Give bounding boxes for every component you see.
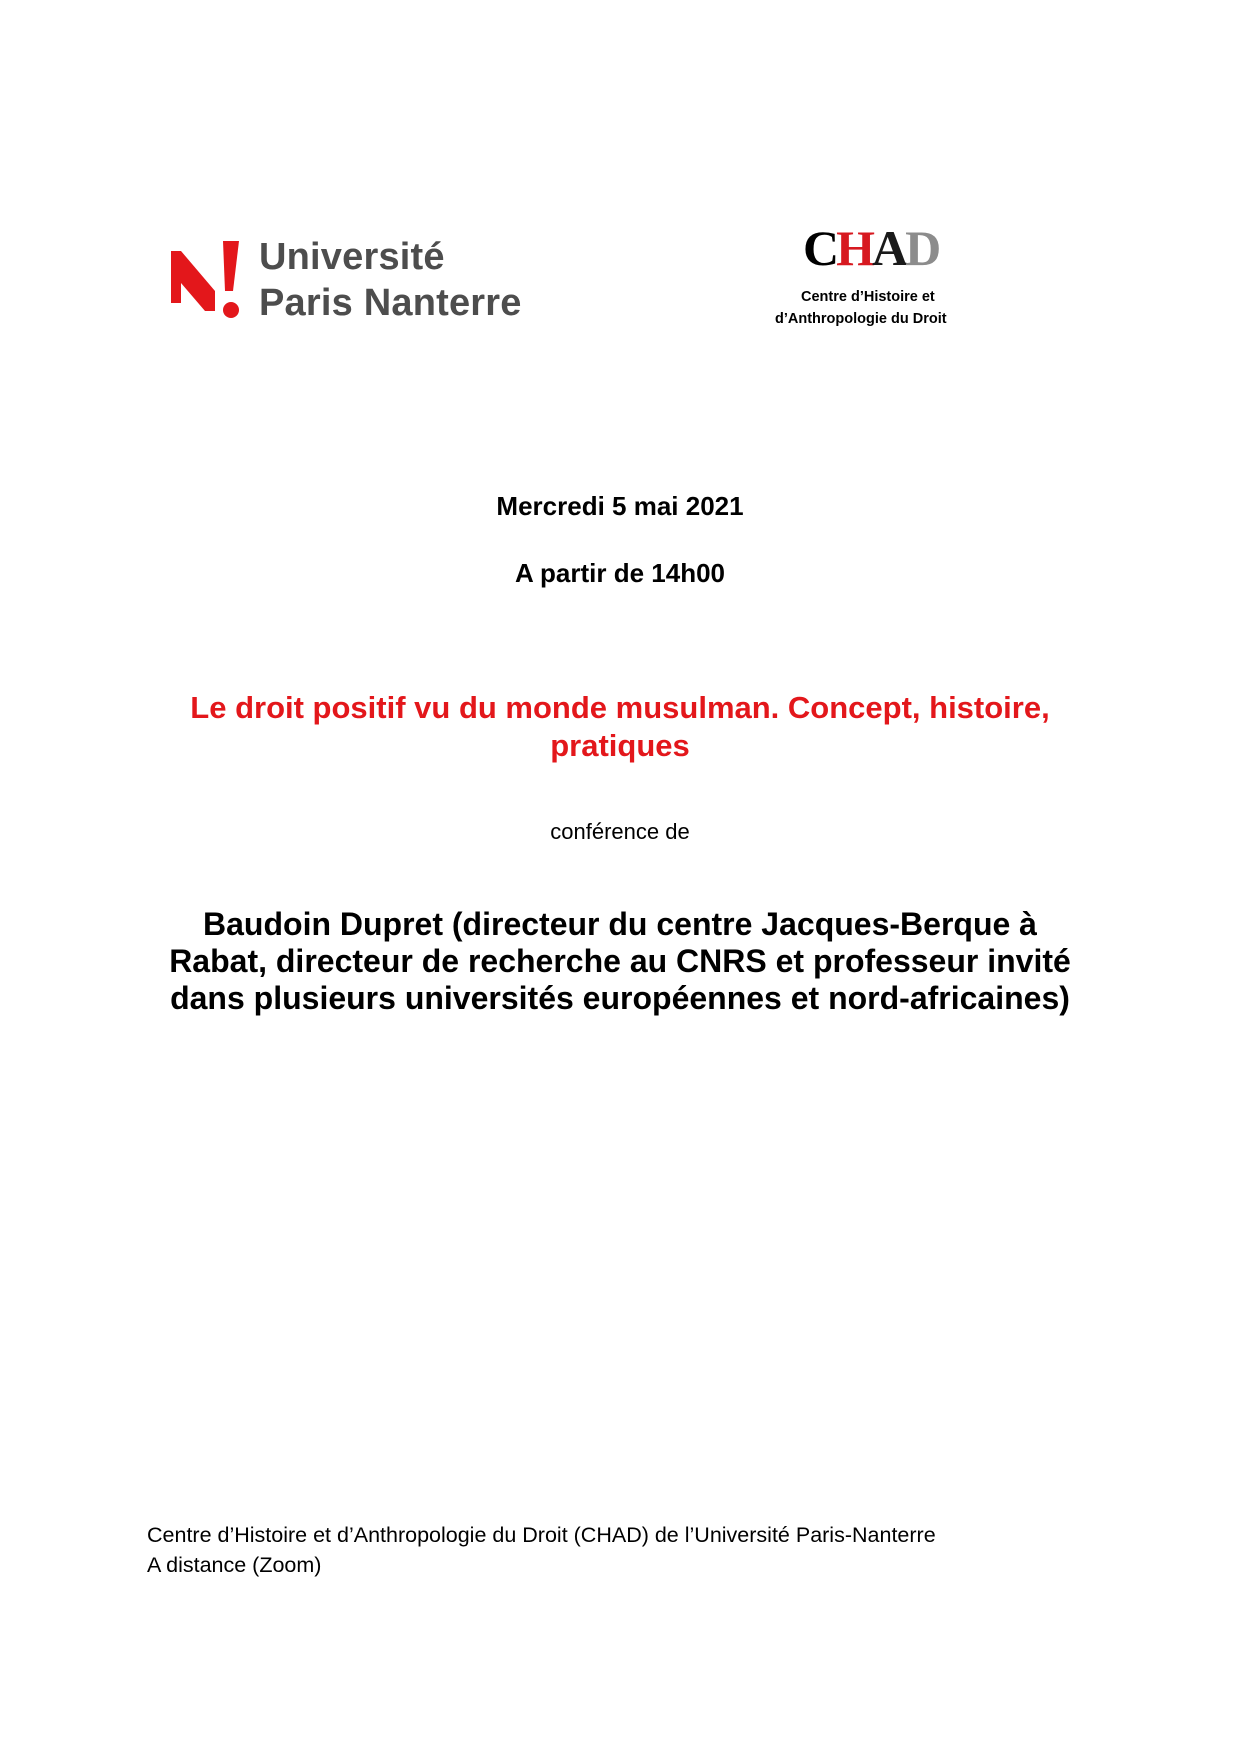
speaker-line2: Rabat, directeur de recherche au CNRS et professeur invité — [169, 943, 1071, 979]
nanterre-mark-icon — [171, 239, 243, 319]
event-time: A partir de 14h00 — [514, 558, 725, 588]
chad-caption-line1: Centre d’Histoire et — [801, 289, 935, 305]
chad-letter-d: D — [905, 220, 939, 276]
chad-wordmark — [803, 222, 938, 274]
universite-paris-nanterre-logo — [171, 235, 551, 325]
chad-logo — [775, 222, 985, 332]
footer-location: A distance (Zoom) — [147, 1553, 322, 1577]
speaker-line1: Baudoin Dupret (directeur du centre Jacques-Berque à — [203, 906, 1037, 942]
event-date: Mercredi 5 mai 2021 — [496, 491, 744, 521]
university-name-line2: Paris Nanterre — [259, 282, 522, 324]
event-kind: conférence de — [550, 819, 690, 844]
university-name-line1: Université — [259, 236, 445, 278]
event-title-line2: pratiques — [550, 728, 690, 763]
footer — [147, 1520, 936, 1580]
chad-caption-line2: d’Anthropologie du Droit — [775, 311, 947, 327]
speaker-block — [100, 906, 1140, 1017]
chad-letter-c: C — [803, 220, 837, 276]
footer-organizer: Centre d’Histoire et d’Anthropologie du Droit (CHAD) de l’Université Paris-Nanterre — [147, 1523, 936, 1547]
speaker-line3: dans plusieurs universités européennes et nord-africaines) — [170, 980, 1070, 1016]
chad-letter-h: H — [836, 220, 873, 276]
event-title-line1: Le droit positif vu du monde musulman. Concept, histoire, — [190, 690, 1050, 725]
chad-letter-a: A — [872, 220, 906, 276]
event-title — [120, 689, 1120, 765]
